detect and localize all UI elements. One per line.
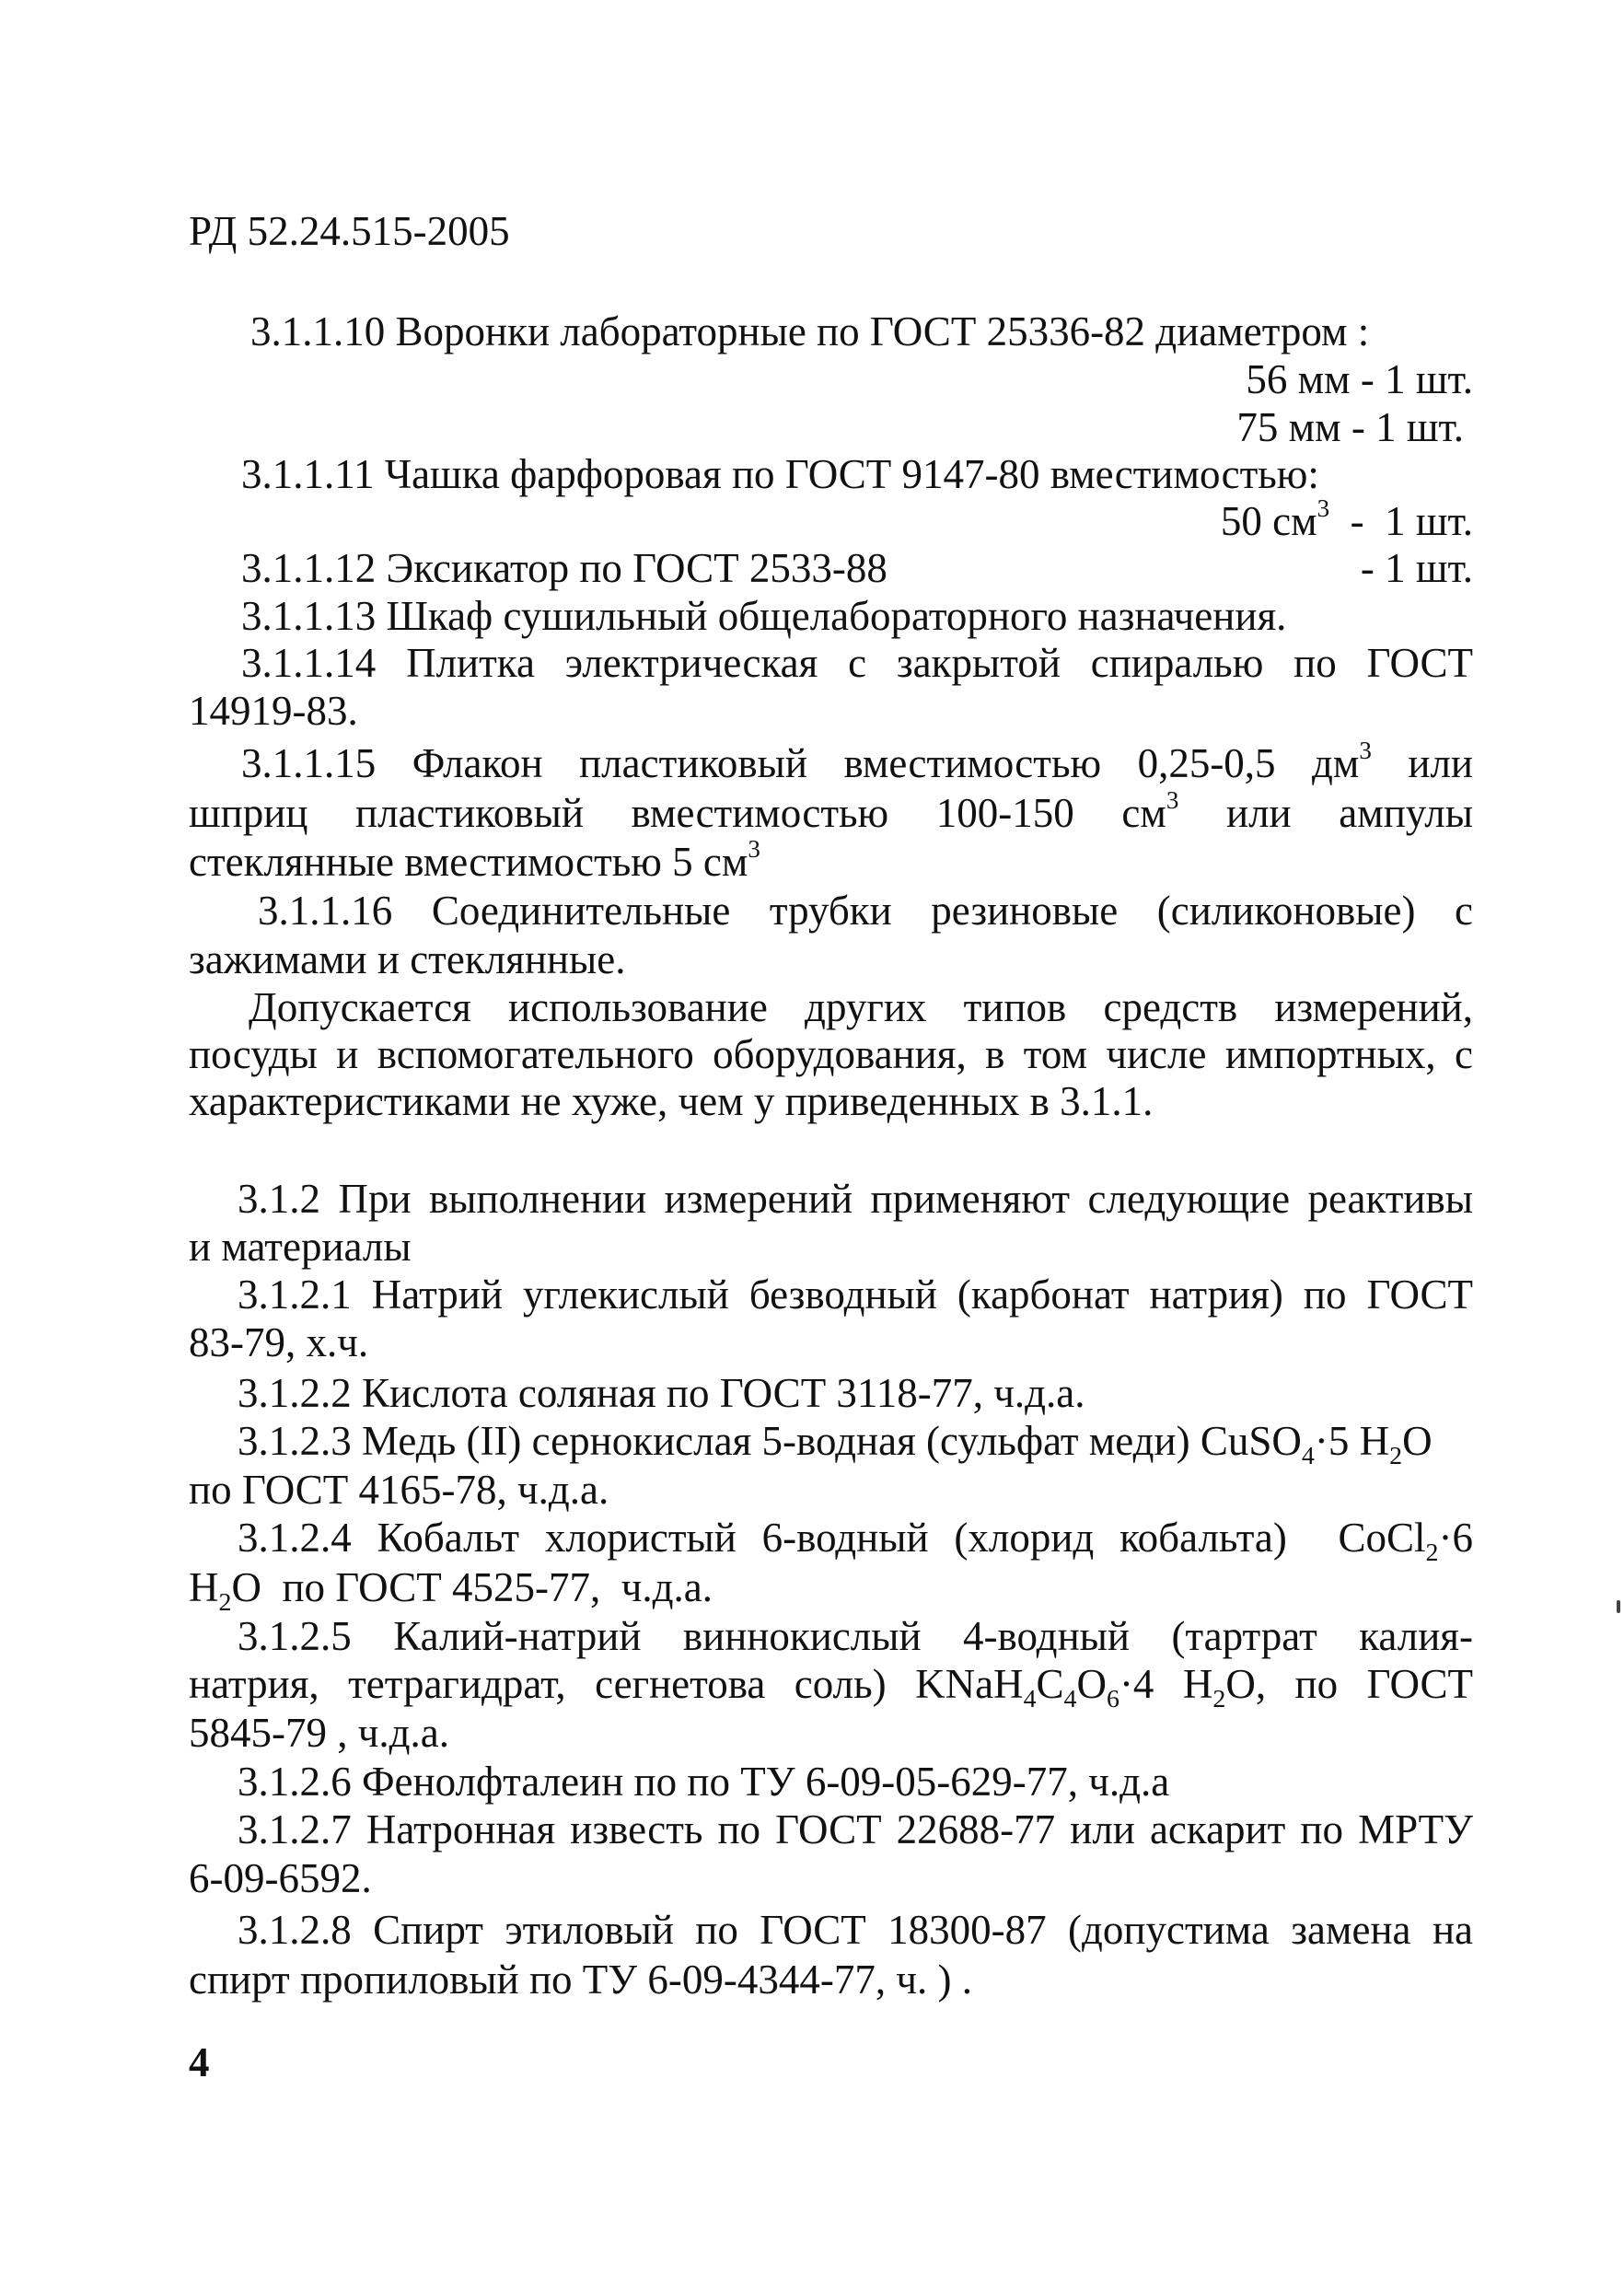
copper-text-b: ·5 H	[1314, 1418, 1390, 1464]
item-3-1-2-8-line2: спирт пропиловый по ТУ 6-09-4344-77, ч. ) .	[189, 1957, 972, 2003]
item-3-1-2-line1: 3.1.2 При выполнении измерений применяют следующие реактивы	[238, 1176, 1473, 1222]
item-3-1-2-8-line1: 3.1.2.8 Спирт этиловый по ГОСТ 18300-87 (допустима замена на	[238, 1907, 1473, 1953]
cup-volume-exponent: 3	[1317, 494, 1330, 522]
note-line2: посуды и вспомогательного оборудования, в том числе импортных, с	[189, 1031, 1473, 1077]
item-3-1-1-15-line2	[189, 787, 1473, 839]
ampoule-text: стеклянные вместимостью 5 см	[189, 839, 748, 885]
water-h: H	[189, 1564, 219, 1610]
note-line3: характеристиками не хуже, чем у приведенных в 3.1.1.	[189, 1078, 1154, 1124]
item-3-1-1-14-line1: 3.1.1.14 Плитка электрическая с закрытой спиралью по ГОСТ	[241, 640, 1473, 686]
funnel-size-56: 56 мм - 1 шт.	[1246, 356, 1473, 402]
cobalt-sub: 2	[1425, 1539, 1439, 1567]
item-3-1-1-15-line3	[189, 836, 760, 888]
cobalt-text-b: ·6	[1438, 1515, 1473, 1561]
item-3-1-1-10: 3.1.1.10 Воронки лабораторные по ГОСТ 25336-82 диаметром :	[250, 308, 1370, 354]
item-3-1-1-15-line1	[241, 737, 1473, 789]
item-3-1-2-4-line2	[189, 1562, 713, 1617]
cup-volume	[921, 495, 1473, 547]
copper-text-a: 3.1.2.3 Медь (II) сернокислая 5-водная (сульфат меди) CuSO	[238, 1418, 1302, 1464]
item-3-1-2-6: 3.1.2.6 Фенолфталеин по по ТУ 6-09-05-629-77, ч.д.а	[238, 1759, 1170, 1805]
cup-qty: - 1 шт.	[1329, 498, 1473, 544]
syringe-exp: 3	[1166, 785, 1179, 814]
item-3-1-1-11: 3.1.1.11 Чашка фарфоровая по ГОСТ 9147-80 вместимостью:	[241, 451, 1319, 497]
item-3-1-1-13: 3.1.1.13 Шкаф сушильный общелабораторного назначения.	[241, 593, 1287, 639]
vial-text-a: 3.1.1.15 Флакон пластиковый вместимостью 0,25-0,5 дм	[241, 740, 1360, 786]
cup-volume-value: 50 см	[1220, 498, 1317, 544]
tartrate-text-a: натрия, тетрагидрат, сегнетова соль) KNaH	[189, 1661, 1024, 1707]
tartrate-text-d: ·4 H	[1119, 1661, 1213, 1707]
tartrate-sub-2: 4	[1063, 1685, 1077, 1713]
vial-exp-1: 3	[1359, 736, 1372, 764]
item-3-1-1-16-line2: зажимами и стеклянные.	[189, 936, 626, 982]
cobalt-gost: O по ГОСТ 4525-77, ч.д.а.	[231, 1564, 713, 1610]
document-code: РД 52.24.515-2005	[189, 208, 510, 254]
item-3-1-2-5-line1: 3.1.2.5 Калий-натрий виннокислый 4-водный (тартрат калия-	[238, 1613, 1473, 1659]
tartrate-text-c: O	[1076, 1661, 1107, 1707]
funnel-size-75: 75 мм - 1 шт.	[1236, 404, 1464, 450]
item-3-1-2-4-line1	[238, 1512, 1473, 1567]
tartrate-text-e: O, по ГОСТ	[1225, 1661, 1473, 1707]
item-3-1-2-line2: и материалы	[189, 1224, 412, 1270]
item-3-1-2-7-line2: 6-09-6592.	[189, 1855, 372, 1901]
tartrate-text-b: C	[1036, 1661, 1064, 1707]
tartrate-sub-1: 4	[1023, 1685, 1037, 1713]
item-3-1-1-14-line2: 14919-83.	[189, 688, 358, 734]
item-3-1-1-12: 3.1.1.12 Эксикатор по ГОСТ 2533-88	[241, 545, 887, 591]
cobalt-text-a: 3.1.2.4 Кобальт хлористый 6-водный (хлорид кобальта) CoCl	[238, 1515, 1426, 1561]
copper-text-c: O	[1402, 1418, 1433, 1464]
item-3-1-2-5-line2	[189, 1658, 1473, 1713]
item-3-1-2-3-line2: по ГОСТ 4165-78, ч.д.а.	[189, 1467, 609, 1513]
page-number: 4	[189, 2039, 210, 2085]
syringe-text-a: шприц пластиковый вместимостью 100-150 см	[189, 790, 1166, 836]
tartrate-sub-4: 2	[1212, 1685, 1226, 1713]
note-line1: Допускается использование других типов средств измерений,	[249, 984, 1473, 1030]
item-3-1-2-1-line1: 3.1.2.1 Натрий углекислый безводный (карбонат натрия) по ГОСТ	[238, 1272, 1473, 1318]
copper-sub-1: 4	[1301, 1442, 1315, 1470]
water-sub: 2	[218, 1588, 232, 1617]
copper-sub-2: 2	[1389, 1442, 1403, 1470]
syringe-text-b: или ампулы	[1178, 790, 1473, 836]
scan-speck	[1617, 1600, 1620, 1613]
desiccator-qty: - 1 шт.	[1360, 545, 1473, 591]
vial-text-b: или	[1371, 740, 1474, 786]
tartrate-sub-3: 6	[1106, 1685, 1119, 1713]
item-3-1-2-2: 3.1.2.2 Кислота соляная по ГОСТ 3118-77, ч.д.а.	[238, 1370, 1085, 1416]
item-3-1-2-3-line1	[238, 1415, 1433, 1470]
item-3-1-2-1-line2: 83-79, х.ч.	[189, 1319, 369, 1365]
ampoule-exp: 3	[748, 834, 760, 863]
item-3-1-2-5-line3: 5845-79 , ч.д.а.	[189, 1710, 449, 1756]
item-3-1-2-7-line1: 3.1.2.7 Натронная известь по ГОСТ 22688-77 или аскарит по МРТУ	[238, 1806, 1473, 1852]
item-3-1-1-16-line1: 3.1.1.16 Соединительные трубки резиновые (силиконовые) с	[258, 888, 1473, 934]
